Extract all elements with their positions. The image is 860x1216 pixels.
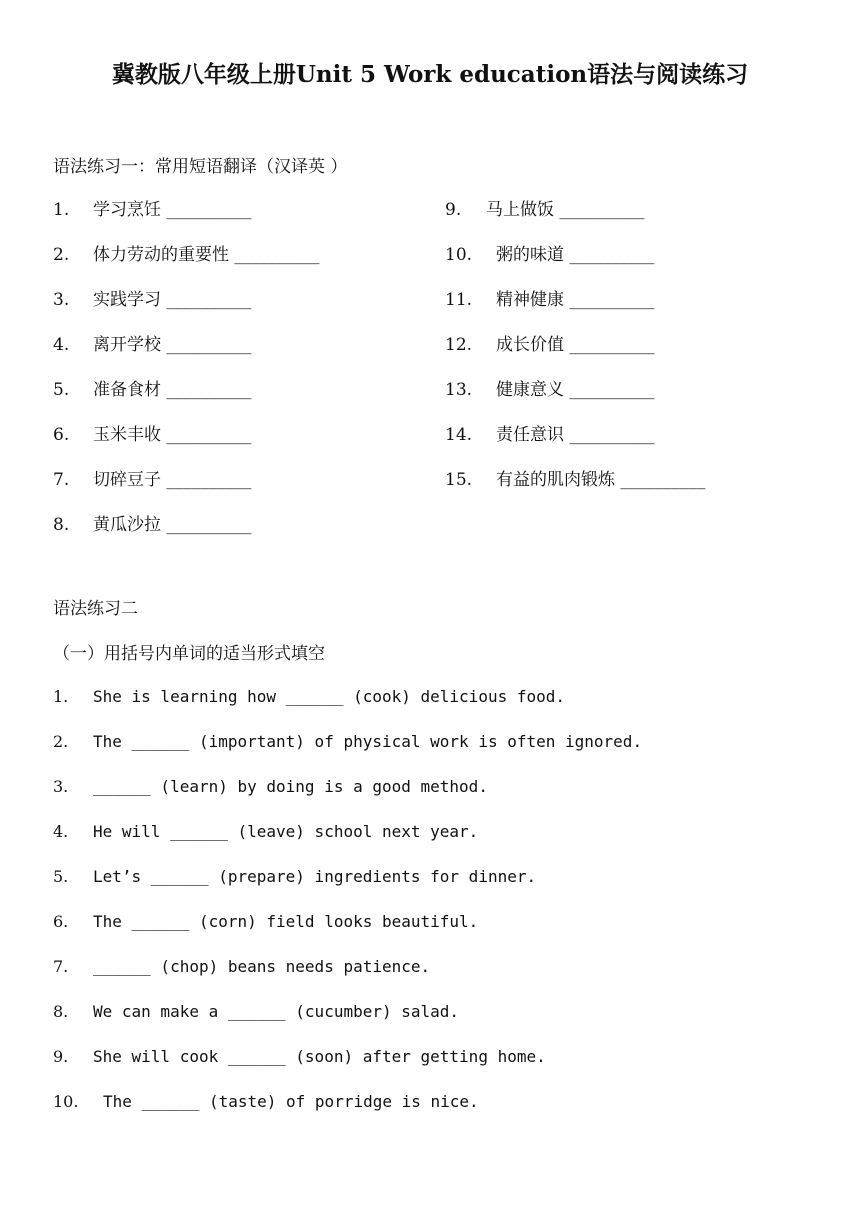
phrase-text: 体力劳动的重要性 xyxy=(93,245,229,265)
answer-blank[interactable]: __________ xyxy=(569,245,655,265)
exercise-item xyxy=(53,820,478,844)
answer-blank[interactable]: __________ xyxy=(569,425,655,445)
phrase-item xyxy=(445,423,654,447)
phrase-text: 粥的味道 xyxy=(496,245,564,265)
item-number: 6. xyxy=(53,912,69,931)
phrase-text: 责任意识 xyxy=(496,425,564,445)
phrase-item xyxy=(53,378,251,402)
document-title: 冀教版八年级上册Unit 5 Work education语法与阅读练习 xyxy=(111,61,749,88)
section2-subheading: （一）用括号内单词的适当形式填空 xyxy=(53,644,325,664)
item-number: 9. xyxy=(53,1047,69,1066)
item-number: 8. xyxy=(53,1002,69,1021)
exercise-sentence: The ______ (corn) field looks beautiful. xyxy=(93,912,479,931)
exercise-item xyxy=(53,730,642,754)
item-number: 8. xyxy=(53,515,70,535)
phrase-text: 有益的肌肉锻炼 xyxy=(496,470,615,490)
item-number: 1. xyxy=(53,200,70,220)
phrase-item xyxy=(53,513,251,537)
phrase-item xyxy=(445,468,705,492)
phrase-text: 切碎豆子 xyxy=(93,470,161,490)
item-number: 5. xyxy=(53,380,70,400)
answer-blank[interactable]: __________ xyxy=(559,200,645,220)
answer-blank[interactable]: __________ xyxy=(166,470,252,490)
phrase-text: 健康意义 xyxy=(496,380,564,400)
item-number: 2. xyxy=(53,732,69,751)
answer-blank[interactable]: __________ xyxy=(166,290,252,310)
item-number: 15. xyxy=(445,470,473,490)
answer-blank[interactable]: __________ xyxy=(620,470,706,490)
exercise-item xyxy=(53,685,565,709)
exercise-sentence: We can make a ______ (cucumber) salad. xyxy=(93,1002,460,1021)
phrase-text: 精神健康 xyxy=(496,290,564,310)
item-number: 4. xyxy=(53,335,70,355)
exercise-item xyxy=(53,1090,479,1114)
phrase-text: 玉米丰收 xyxy=(93,425,161,445)
answer-blank[interactable]: __________ xyxy=(569,335,655,355)
exercise-sentence: ______ (chop) beans needs patience. xyxy=(93,957,431,976)
exercise-item xyxy=(53,1000,459,1024)
exercise-sentence: She will cook ______ (soon) after getting home. xyxy=(93,1047,546,1066)
item-number: 11. xyxy=(445,290,473,310)
phrase-item xyxy=(445,378,654,402)
item-number: 1. xyxy=(53,687,69,706)
phrase-text: 成长价值 xyxy=(496,335,564,355)
exercise-item xyxy=(53,865,536,889)
phrase-item xyxy=(445,198,644,222)
answer-blank[interactable]: __________ xyxy=(166,335,252,355)
item-number: 4. xyxy=(53,822,69,841)
phrase-text: 准备食材 xyxy=(93,380,161,400)
item-number: 12. xyxy=(445,335,473,355)
item-number: 10. xyxy=(53,1092,79,1111)
exercise-item xyxy=(53,775,488,799)
item-number: 13. xyxy=(445,380,473,400)
phrase-text: 实践学习 xyxy=(93,290,161,310)
phrase-item xyxy=(53,423,251,447)
phrase-item xyxy=(53,198,251,222)
exercise-sentence: He will ______ (leave) school next year. xyxy=(93,822,479,841)
exercise-sentence: Let’s ______ (prepare) ingredients for dinner. xyxy=(93,867,537,886)
exercise-sentence: The ______ (taste) of porridge is nice. xyxy=(103,1092,479,1111)
answer-blank[interactable]: __________ xyxy=(166,380,252,400)
item-number: 3. xyxy=(53,290,70,310)
section1-heading: 语法练习一：常用短语翻译（汉译英 ） xyxy=(53,157,348,177)
item-number: 7. xyxy=(53,957,69,976)
answer-blank[interactable]: __________ xyxy=(234,245,320,265)
item-number: 2. xyxy=(53,245,70,265)
phrase-item xyxy=(445,243,654,267)
answer-blank[interactable]: __________ xyxy=(166,515,252,535)
exercise-sentence: She is learning how ______ (cook) delicious food. xyxy=(93,687,566,706)
answer-blank[interactable]: __________ xyxy=(166,425,252,445)
phrase-text: 学习烹饪 xyxy=(93,200,161,220)
item-number: 3. xyxy=(53,777,69,796)
exercise-item xyxy=(53,1045,546,1069)
phrase-item xyxy=(445,333,654,357)
answer-blank[interactable]: __________ xyxy=(569,380,655,400)
answer-blank[interactable]: __________ xyxy=(569,290,655,310)
item-number: 10. xyxy=(445,245,473,265)
section2-heading: 语法练习二 xyxy=(53,599,138,619)
exercise-item xyxy=(53,955,430,979)
exercise-sentence: The ______ (important) of physical work is often ignored. xyxy=(93,732,643,751)
exercise-sentence: ______ (learn) by doing is a good method. xyxy=(93,777,488,796)
answer-blank[interactable]: __________ xyxy=(166,200,252,220)
item-number: 5. xyxy=(53,867,69,886)
phrase-text: 黄瓜沙拉 xyxy=(93,515,161,535)
exercise-item xyxy=(53,910,478,934)
item-number: 14. xyxy=(445,425,473,445)
phrase-item xyxy=(53,468,251,492)
item-number: 6. xyxy=(53,425,70,445)
phrase-item xyxy=(445,288,654,312)
phrase-item xyxy=(53,333,251,357)
phrase-item xyxy=(53,243,319,267)
item-number: 7. xyxy=(53,470,70,490)
item-number: 9. xyxy=(445,200,462,220)
phrase-item xyxy=(53,288,251,312)
phrase-text: 马上做饭 xyxy=(486,200,554,220)
phrase-text: 离开学校 xyxy=(93,335,161,355)
